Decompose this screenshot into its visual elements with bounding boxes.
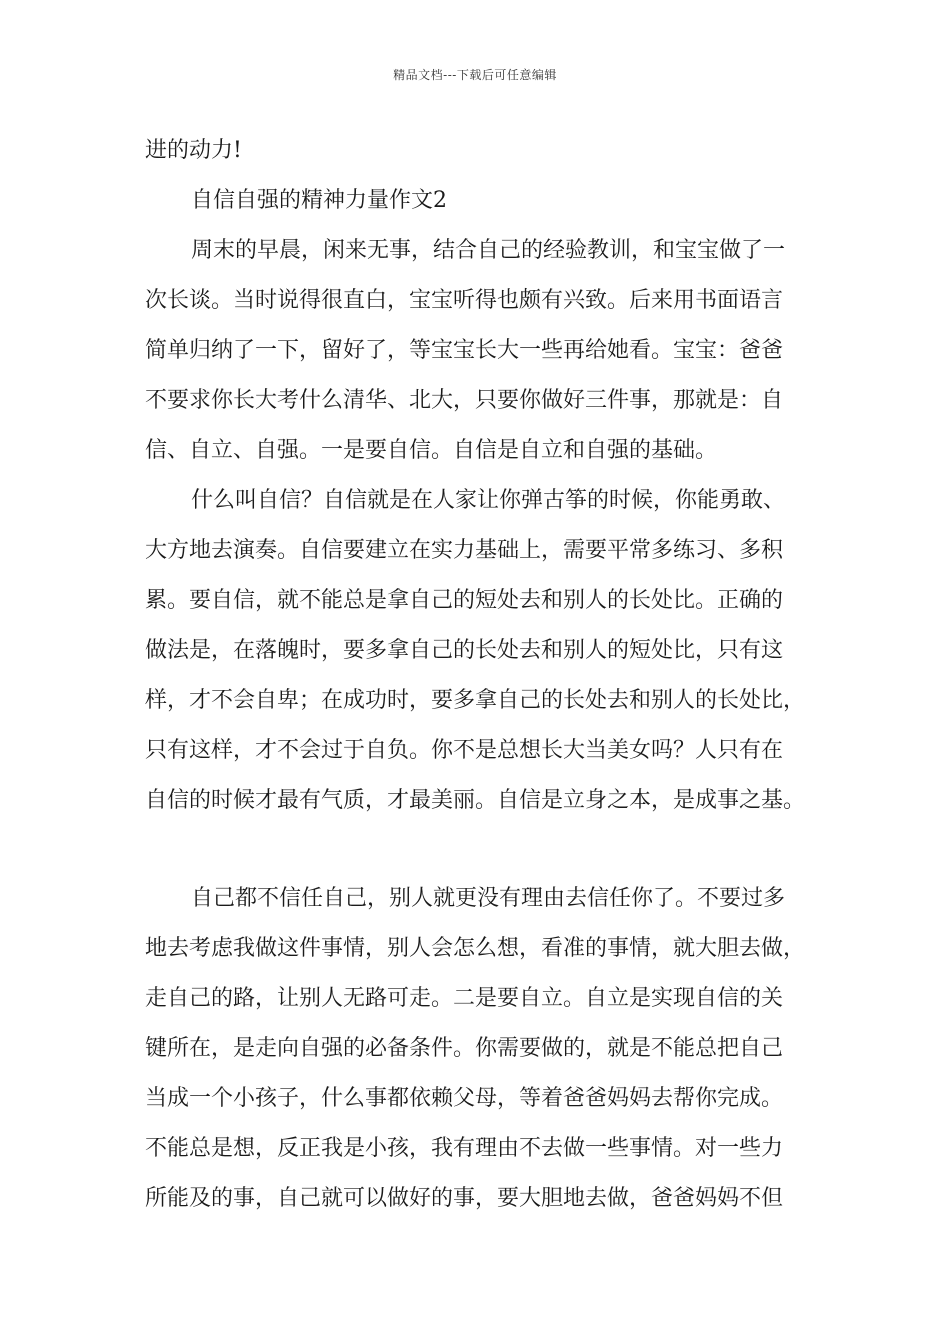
page-header: 精品文档---下载后可任意编辑 (393, 68, 557, 82)
text-line: 自信的时候才最有气质，才最美丽。自信是立身之本，是成事之基。 (145, 788, 806, 813)
text-line: 所能及的事，自己就可以做好的事，要大胆地去做，爸爸妈妈不但 (145, 1186, 784, 1211)
text-line: 地去考虑我做这件事情，别人会怎么想，看准的事情，就大胆去做， (145, 936, 806, 961)
section-title: 自信自强的精神力量作文2 (191, 188, 447, 213)
text-line: 信、自立、自强。一是要自信。自信是自立和自强的基础。 (145, 438, 718, 463)
text-line: 周末的早晨，闲来无事，结合自己的经验教训，和宝宝做了一 (191, 238, 786, 263)
text-line: 次长谈。当时说得很直白，宝宝听得也颇有兴致。后来用书面语言 (145, 288, 784, 313)
text-line: 走自己的路，让别人无路可走。二是要自立。自立是实现自信的关 (145, 986, 784, 1011)
text-line: 不要求你长大考什么清华、北大，只要你做好三件事，那就是：自 (145, 388, 784, 413)
text-line: 当成一个小孩子，什么事都依赖父母，等着爸爸妈妈去帮你完成。 (145, 1086, 784, 1111)
text-line: 自己都不信任自己，别人就更没有理由去信任你了。不要过多 (191, 886, 786, 911)
text-line: 键所在，是走向自强的必备条件。你需要做的，就是不能总把自己 (145, 1036, 784, 1061)
text-line: 简单归纳了一下，留好了，等宝宝长大一些再给她看。宝宝：爸爸 (145, 338, 784, 363)
text-line: 进的动力! (145, 138, 242, 163)
text-line: 做法是，在落魄时，要多拿自己的长处去和别人的短处比，只有这 (145, 638, 784, 663)
text-line: 只有这样，才不会过于自负。你不是总想长大当美女吗？人只有在 (145, 738, 784, 763)
text-line: 什么叫自信？自信就是在人家让你弹古筝的时候，你能勇敢、 (191, 488, 786, 513)
text-line: 不能总是想，反正我是小孩，我有理由不去做一些事情。对一些力 (145, 1136, 784, 1161)
text-line: 大方地去演奏。自信要建立在实力基础上，需要平常多练习、多积 (145, 538, 784, 563)
text-line: 累。要自信，就不能总是拿自己的短处去和别人的长处比。正确的 (145, 588, 784, 613)
text-line: 样，才不会自卑；在成功时，要多拿自己的长处去和别人的长处比， (145, 688, 806, 713)
